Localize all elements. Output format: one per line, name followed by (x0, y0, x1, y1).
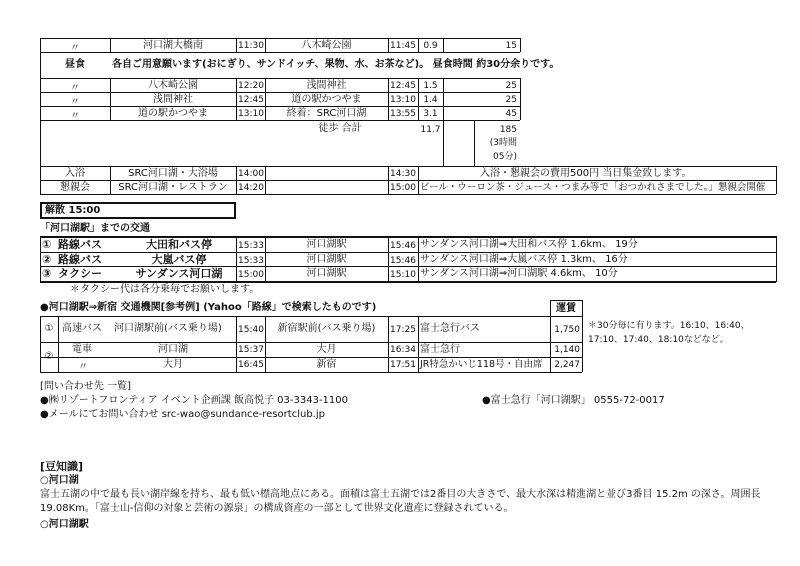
from-stop: サンダンス河口湖 (135, 267, 223, 280)
to-stop: 河口湖駅 (306, 239, 347, 250)
bath-label: 入浴 (65, 168, 85, 179)
duration-min: 25 (505, 81, 517, 91)
transport-line: 富士急行 (420, 344, 460, 355)
arrival-time: 15:46 (390, 256, 416, 266)
to-location: 終着：SRC河口湖 (286, 108, 367, 119)
transport-mode: 路線バス (58, 253, 102, 266)
arrival-time: 12:45 (390, 81, 416, 91)
fare: 1,140 (554, 345, 580, 355)
departure-time: 15:33 (238, 241, 264, 251)
to-location: 道の駅かつやま (291, 94, 362, 105)
from-stop: 大月 (163, 359, 183, 370)
taxi-note: ＊タクシー代は各分乗毎でお願いします。 (70, 284, 260, 295)
transport-mode: 電車 (72, 344, 92, 355)
ditto-mark: 〃 (70, 43, 80, 54)
row-number: ① (42, 238, 52, 251)
party-note: ビール・ウーロン茶・ジュース・つまみ等で「おつかれさまでした。」懇親会開催 (420, 182, 766, 193)
contact-email: ●メールにてお問い合わせ src-wao@sundance-resortclub.jp (40, 409, 325, 420)
fare: 2,247 (554, 360, 580, 370)
from-location: 八木崎公園 (148, 80, 198, 91)
row-number: ① (44, 323, 54, 334)
ditto-mark: 〃 (70, 111, 80, 122)
departure-time: 11:30 (238, 41, 264, 51)
to-stop: 新宿駅前(バス乗り場) (277, 323, 376, 334)
party-start: 14:20 (238, 183, 264, 193)
duration-min: 15 (505, 41, 517, 51)
contact-title: [問い合わせ先 一覧] (40, 381, 131, 392)
to-location: 浅間神社 (306, 80, 347, 91)
duration-min: 25 (505, 95, 517, 105)
walking-total-km: 11.7 (420, 125, 441, 135)
trivia-heading-station: ○河口湖駅 (40, 519, 89, 530)
to-stop: 新宿 (316, 359, 337, 370)
bath-place: SRC河口湖・大浴場 (128, 168, 218, 179)
from-location: 河口湖大橋南 (143, 40, 203, 51)
trivia-title: [豆知識] (40, 460, 84, 473)
walking-total-min: 185 (499, 125, 517, 135)
departure-time: 15:40 (238, 325, 264, 335)
distance-km: 1.5 (423, 81, 438, 91)
arrival-time: 17:51 (390, 360, 416, 370)
fare: 1,750 (554, 325, 580, 335)
transport-line: JR特急かいじ118号・自由席 (420, 359, 543, 370)
contact-fujikyu: ●富士急行「河口湖駅」 0555-72-0017 (482, 395, 665, 406)
departure-time: 15:00 (238, 270, 264, 280)
departure-time: 12:45 (238, 95, 264, 105)
bus-frequency-note: 17:10、17:40、18:10などなど。 (588, 335, 729, 345)
from-stop: 大嵐バス停 (151, 253, 207, 266)
bath-start: 14:00 (238, 169, 264, 179)
distance-km: 3.1 (423, 109, 438, 119)
party-label: 懇親会 (60, 182, 90, 193)
arrival-time: 16:34 (390, 345, 416, 355)
to-stop: 河口湖駅 (306, 268, 347, 279)
walking-total-label: 徒歩 合計 (318, 123, 362, 134)
departure-time: 15:33 (238, 256, 264, 266)
arrival-time: 15:46 (390, 241, 416, 251)
ditto-mark: 〃 (70, 83, 80, 94)
bus-frequency-note: ＊30分毎に有ります。16:10、16:40、 (588, 321, 750, 331)
arrival-time: 15:10 (390, 270, 416, 280)
walking-total-time: 05分) (493, 152, 517, 162)
from-location: 浅間神社 (153, 94, 193, 105)
ditto-mark: 〃 (70, 97, 80, 108)
to-stop: 大月 (316, 344, 337, 355)
arrival-time: 13:55 (390, 109, 416, 119)
lunch-note: 各自ご用意願います(おにぎり、サンドイッチ、果物、水、お茶など)。 昼食時間 約30分余りです。 (112, 59, 560, 70)
from-location: 道の駅かつやま (138, 108, 208, 119)
route-info: サンダンス河口湖⇒大嵐バス停 1.3km、 16分 (420, 254, 628, 265)
route-info: サンダンス河口湖⇒大田和バス停 1.6km、 19分 (420, 239, 638, 250)
row-number: ② (44, 351, 54, 362)
contact-resort-frontier: ●㈱リゾートフロンティア イベント企画課 飯高悦子 03-3343-1100 (40, 395, 349, 406)
departure-time: 15:37 (238, 345, 264, 355)
transport-mode: 高速バス (62, 323, 102, 334)
route-info: サンダンス河口湖⇒河口湖駅 4.6km、 10分 (420, 268, 618, 279)
departure-time: 13:10 (238, 109, 264, 119)
walking-total-time: (3時間 (489, 138, 517, 148)
party-place: SRC河口湖・レストラン (118, 182, 228, 193)
station-transport-title: 「河口湖駅」までの交通 (40, 223, 150, 234)
row-number: ② (42, 253, 52, 266)
departure-time: 12:20 (238, 81, 264, 91)
from-stop: 河口湖 (158, 344, 188, 355)
shinjuku-title: ●河口湖駅⇒新宿 交通機関[参考例] (Yahoo「路線」で検索したものです) (40, 302, 377, 313)
party-end: 15:00 (390, 183, 416, 193)
distance-km: 1.4 (423, 95, 438, 105)
from-stop: 河口湖駅前(バス乗り場) (114, 323, 222, 334)
from-stop: 大田和バス停 (146, 238, 212, 251)
to-stop: 河口湖駅 (306, 254, 347, 265)
dismiss-title: 解散 15:00 (45, 205, 101, 216)
arrival-time: 11:45 (390, 41, 416, 51)
bath-note: 入浴・懇親会の費用500円 当日集金致します。 (480, 168, 692, 179)
trivia-heading-kawaguchiko: ○河口湖 (40, 475, 79, 486)
transport-mode: タクシー (58, 267, 102, 280)
ditto-mark: 〃 (78, 362, 88, 373)
duration-min: 45 (505, 109, 517, 119)
distance-km: 0.9 (423, 41, 438, 51)
lunch-label: 昼食 (65, 59, 85, 70)
row-number: ③ (42, 267, 52, 280)
fare-header: 運賃 (556, 303, 576, 314)
to-location: 八木崎公園 (301, 40, 352, 51)
departure-time: 16:45 (238, 360, 264, 370)
transport-mode: 路線バス (58, 238, 102, 251)
trivia-paragraph: 富士五湖の中で最も長い湖岸線を持ち、最も低い標高地点にある。面積は富士五湖では2番目の大きさで、最大水深は精進湖と並び3番目 15.2m の深さ。周囲長19.08Km。「富士山-信仰の対象と芸術の源泉」の構成資産の一部として世界文化遺産に登録されている。 (40, 489, 761, 514)
arrival-time: 17:25 (390, 325, 416, 335)
bath-end: 14:30 (390, 169, 416, 179)
dismiss-box (40, 202, 236, 219)
transport-line: 富士急行バス (420, 323, 480, 334)
arrival-time: 13:10 (390, 95, 416, 105)
